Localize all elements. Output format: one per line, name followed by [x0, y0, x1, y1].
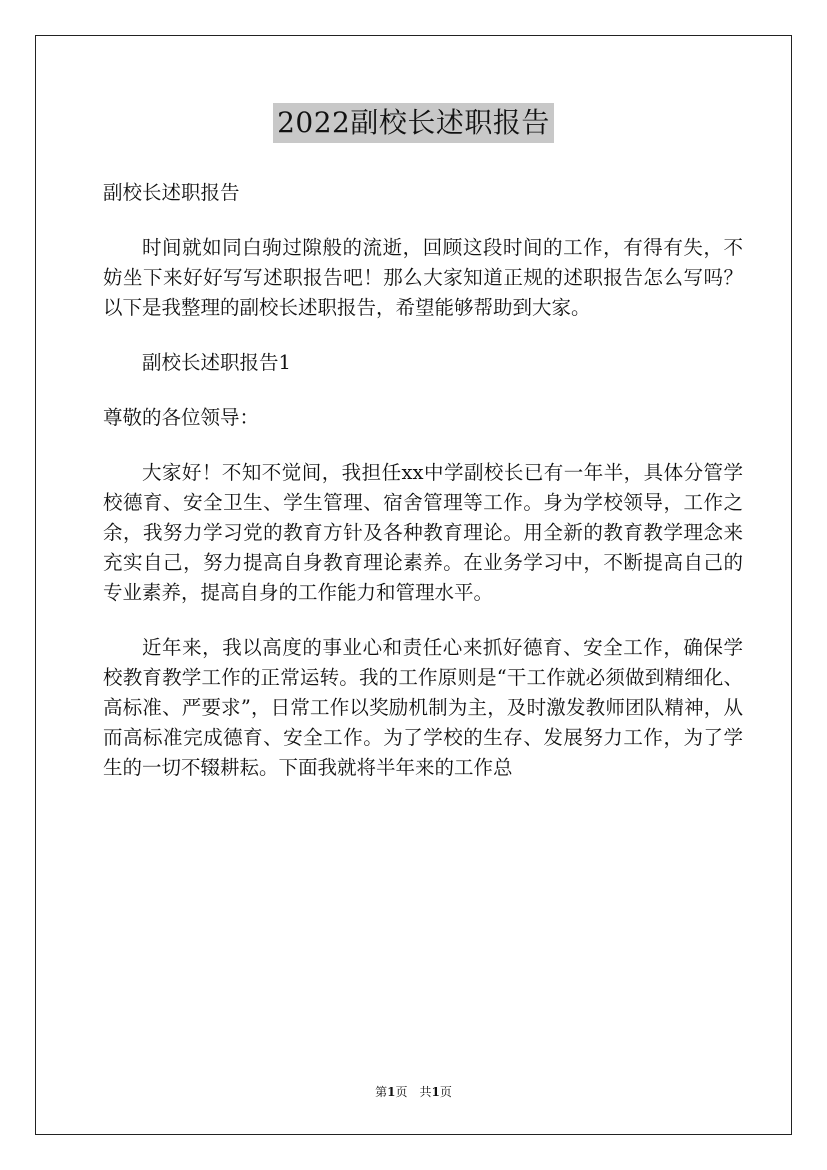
intro-paragraph: 时间就如同白驹过隙般的流逝，回顾这段时间的工作，有得有失，不妨坐下来好好写写述职报告吧！那么大家知道正规的述职报告怎么写吗？以下是我整理的副校长述职报告，希望能够帮助到大家。: [103, 236, 743, 319]
footer-page-prefix: 第: [375, 1085, 388, 1099]
document-title: 2022副校长述职报告: [273, 103, 554, 143]
footer-total-number: 1: [431, 1085, 440, 1099]
salutation: 尊敬的各位领导：: [103, 406, 260, 429]
report-subheading: 副校长述职报告1: [142, 351, 291, 374]
footer-total-suffix: 页: [439, 1085, 452, 1099]
page-footer: [0, 1084, 827, 1100]
footer-page-number: 1: [387, 1085, 396, 1099]
body-paragraph: 近年来，我以高度的事业心和责任心来抓好德育、安全工作，确保学校教育教学工作的正常运转。我的工作原则是“干工作就必须做到精细化、高标准、严要求”，日常工作以奖励机制为主，及时激发教师团队精神，从而高标准完成德育、安全工作。为了学校的生存、发展努力工作，为了学生的一切不辍耕耘。下面我就将半年来的工作总: [103, 636, 743, 779]
body-paragraph: 大家好！不知不觉间，我担任xx中学副校长已有一年半，具体分管学校德育、安全卫生、学生管理、宿舍管理等工作。身为学校领导，工作之余，我努力学习党的教育方针及各种教育理论。用全新的教育教学理念来充实自己，努力提高自身教育理论素养。在业务学习中，不断提高自己的专业素养，提高自身的工作能力和管理水平。: [103, 461, 743, 604]
section-heading: 副校长述职报告: [103, 181, 240, 204]
document-title-container: [0, 103, 827, 143]
footer-page-suffix: 页: [395, 1085, 408, 1099]
footer-total-prefix: 共: [419, 1085, 432, 1099]
document-body: [103, 178, 743, 808]
